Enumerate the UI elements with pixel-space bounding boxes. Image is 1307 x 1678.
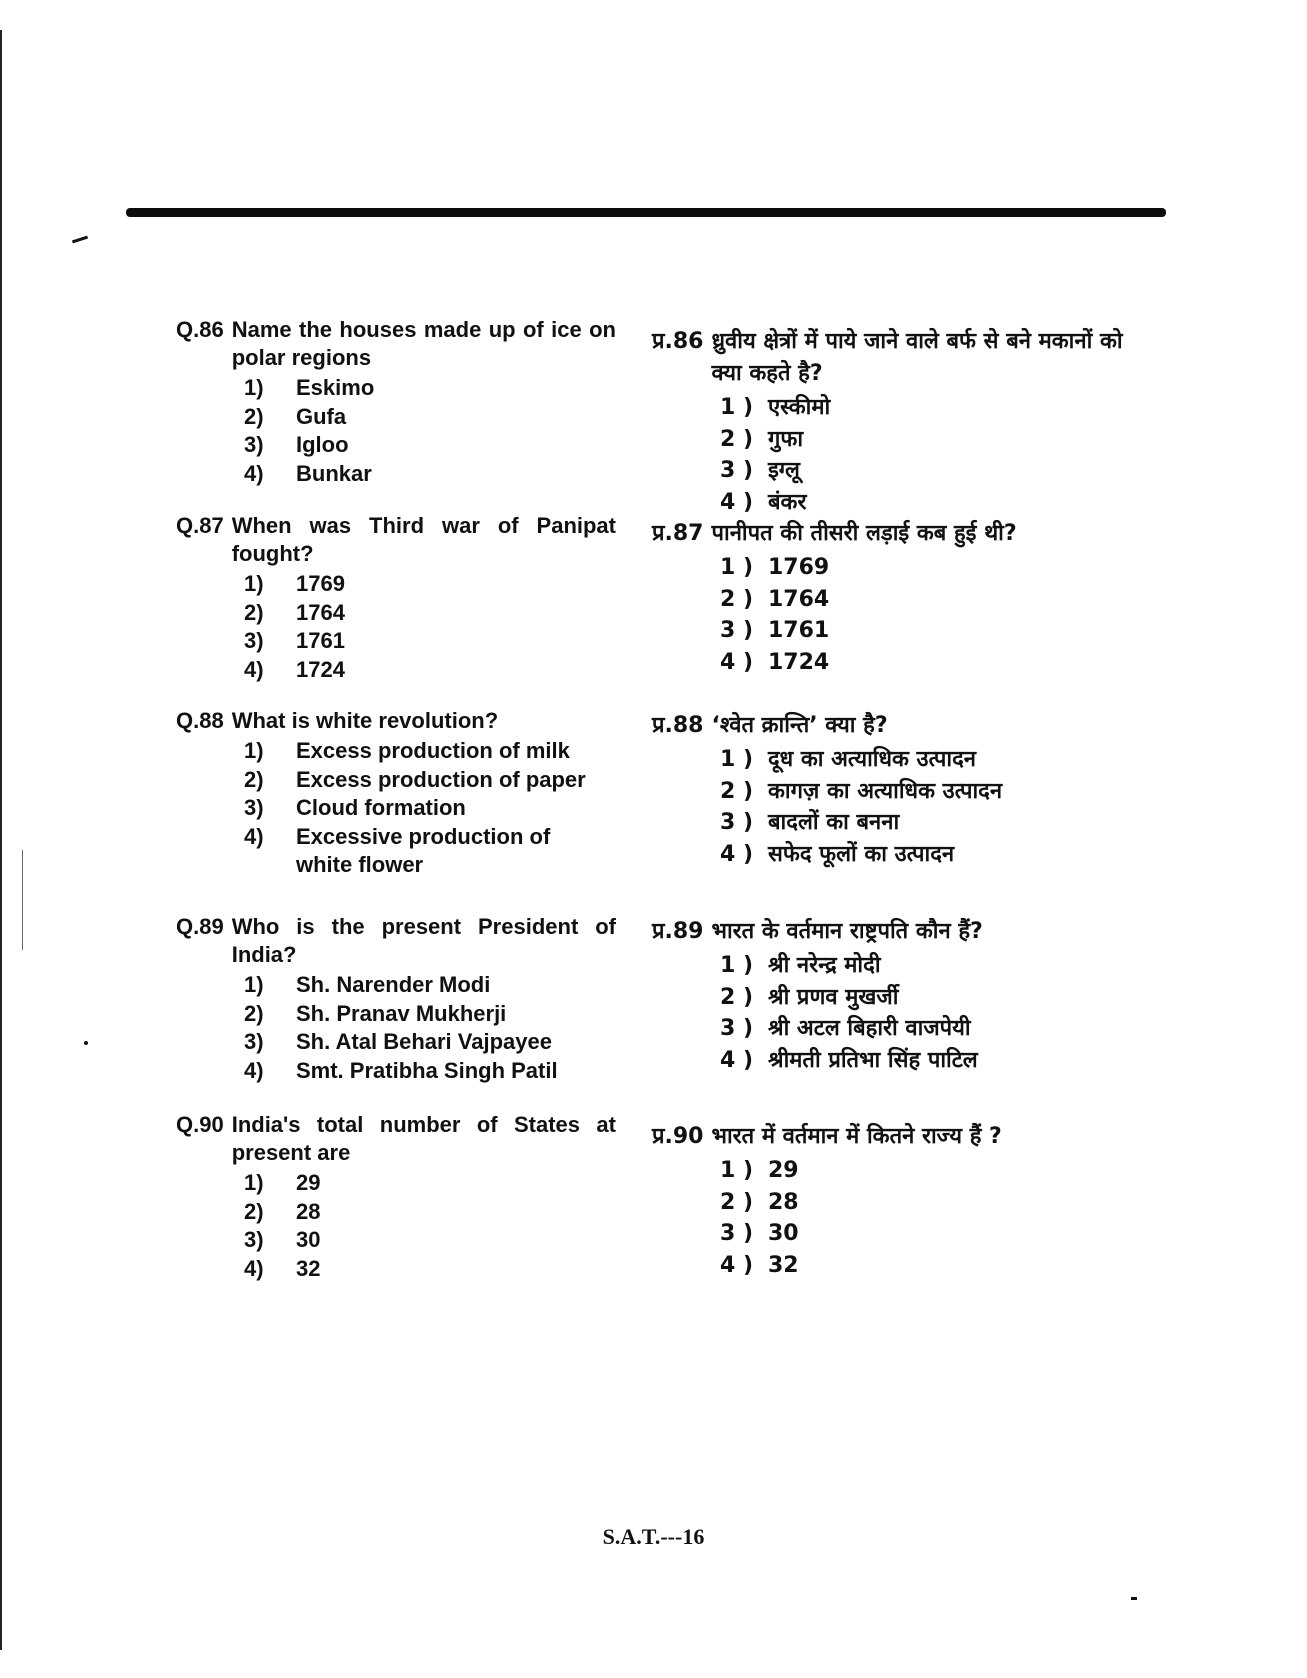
question-89-en	[176, 913, 616, 1085]
option-text: 29	[768, 1158, 799, 1183]
option	[244, 374, 616, 403]
option	[244, 971, 616, 1000]
option-number: 1 )	[720, 555, 754, 580]
option-number: 2 )	[720, 586, 754, 612]
option-number: 1 )	[720, 953, 754, 978]
option-number: 4 )	[720, 841, 754, 867]
option-text: 1769	[768, 555, 830, 580]
scan-speck	[1131, 1597, 1137, 1600]
option	[244, 1198, 616, 1227]
option	[244, 599, 616, 628]
option-number: 3)	[244, 795, 264, 820]
option-number: 2)	[244, 403, 264, 429]
page-footer: S.A.T.---16	[602, 1524, 705, 1549]
option-number: 4 )	[720, 1047, 754, 1073]
question-number: प्र.86	[652, 329, 704, 354]
question-number: प्र.87	[652, 521, 704, 546]
option	[244, 403, 616, 432]
question-number: Q.89	[176, 914, 224, 939]
option-number: 2)	[244, 1000, 264, 1026]
header-rule	[126, 208, 1166, 217]
option	[244, 431, 616, 460]
option	[244, 1169, 616, 1198]
option-text: Cloud formation	[296, 795, 466, 820]
question-number: Q.90	[176, 1112, 224, 1137]
question-text: India's total number of States at present are	[231, 1112, 616, 1165]
option	[244, 1255, 616, 1284]
option-text: 30	[768, 1221, 799, 1246]
option-number: 2 )	[720, 984, 754, 1010]
option	[244, 1226, 616, 1255]
option	[244, 460, 616, 489]
option	[720, 424, 1132, 456]
options-list	[244, 1169, 616, 1283]
options-list	[244, 570, 616, 684]
option-text: कागज़ का अत्याधिक उत्पादन	[768, 778, 1003, 804]
option-text: 29	[296, 1170, 321, 1195]
option-text: गुफा	[768, 426, 804, 452]
option-number: 4 )	[720, 489, 754, 515]
option	[720, 392, 1132, 424]
option	[720, 1250, 1132, 1282]
question-86-hi	[652, 326, 1132, 518]
option-number: 1)	[244, 375, 264, 400]
option-text: Bunkar	[296, 460, 372, 486]
option	[244, 627, 616, 656]
option-text: Gufa	[296, 403, 347, 429]
question-90-en	[176, 1111, 616, 1283]
option-number: 3)	[244, 1029, 264, 1054]
question-number: Q.88	[176, 708, 224, 733]
option	[720, 1218, 1132, 1250]
question-number: Q.86	[176, 317, 224, 342]
question-89-hi	[652, 916, 1132, 1076]
option	[720, 647, 1132, 679]
option-text: 1764	[768, 586, 830, 612]
option	[720, 776, 1132, 808]
option	[720, 615, 1132, 647]
scan-mark	[22, 850, 23, 950]
option	[720, 1155, 1132, 1187]
option-text: श्री नरेन्द्र मोदी	[768, 953, 881, 978]
question-number: प्र.88	[652, 713, 704, 738]
option-text: दूध का अत्याधिक उत्पादन	[768, 747, 976, 772]
options-list	[244, 971, 616, 1085]
options-list	[720, 1155, 1132, 1281]
option-text: 1761	[768, 618, 830, 643]
option	[244, 570, 616, 599]
question-text: Name the houses made up of ice on polar regions	[231, 317, 616, 370]
option-text: श्रीमती प्रतिभा सिंह पाटिल	[768, 1047, 978, 1073]
option-text: Excess production of milk	[296, 738, 570, 763]
question-text: Who is the present President of India?	[231, 914, 616, 967]
option-number: 4)	[244, 823, 264, 849]
option	[720, 1187, 1132, 1219]
option-number: 3)	[244, 628, 264, 653]
option-text: श्री प्रणव मुखर्जी	[768, 984, 899, 1010]
option-number: 3 )	[720, 1016, 754, 1041]
option-number: 1)	[244, 1170, 264, 1195]
option	[720, 552, 1132, 584]
option	[720, 950, 1132, 982]
scan-speck	[84, 1041, 88, 1045]
options-list	[720, 392, 1132, 518]
option-text: 1724	[296, 656, 345, 682]
option-text: 28	[296, 1198, 321, 1224]
option-text: 32	[768, 1252, 799, 1278]
option-text: Sh. Pranav Mukherji	[296, 1000, 507, 1026]
option-number: 2)	[244, 766, 264, 792]
option-number: 1)	[244, 972, 264, 997]
option	[720, 455, 1132, 487]
question-number: प्र.89	[652, 919, 704, 944]
option-text: बादलों का बनना	[768, 810, 900, 835]
question-87-en	[176, 512, 616, 684]
option	[244, 1000, 616, 1029]
question-text: पानीपत की तीसरी लड़ाई कब हुई थी?	[711, 521, 1017, 546]
option-number: 2)	[244, 599, 264, 625]
option-number: 4)	[244, 1057, 264, 1083]
option	[244, 766, 616, 795]
question-90-hi	[652, 1121, 1132, 1281]
option-text: बंकर	[768, 489, 807, 515]
option-text: सफेद फूलों का उत्पादन	[768, 841, 955, 867]
option	[720, 1045, 1132, 1077]
option-number: 1 )	[720, 1158, 754, 1183]
question-text: भारत में वर्तमान में कितने राज्य हैं ?	[711, 1124, 1002, 1149]
question-number: Q.87	[176, 513, 224, 538]
option-number: 1)	[244, 738, 264, 763]
scan-edge-line	[0, 30, 2, 1650]
option	[244, 1057, 616, 1086]
option-text: 1769	[296, 571, 345, 596]
option-text: 32	[296, 1255, 321, 1281]
option	[720, 584, 1132, 616]
question-text: When was Third war of Panipat fought?	[231, 513, 616, 566]
option-number: 3)	[244, 1227, 264, 1252]
option-number: 3)	[244, 432, 264, 457]
option-text: इग्लू	[768, 458, 800, 483]
option	[720, 807, 1132, 839]
option	[244, 1028, 616, 1057]
option-number: 2 )	[720, 1189, 754, 1215]
question-87-hi	[652, 518, 1132, 678]
question-88-en	[176, 707, 616, 880]
option-number: 1 )	[720, 747, 754, 772]
option-text: Excessive production of white flower	[296, 823, 551, 877]
option-text: 30	[296, 1227, 321, 1252]
option-number: 4 )	[720, 649, 754, 675]
option-number: 2 )	[720, 426, 754, 452]
option	[720, 487, 1132, 519]
option-text: 1764	[296, 599, 345, 625]
option-text: Sh. Atal Behari Vajpayee	[296, 1029, 552, 1054]
option-text: 28	[768, 1189, 799, 1215]
options-list	[720, 950, 1132, 1076]
option-number: 1)	[244, 571, 264, 596]
options-list	[720, 744, 1132, 870]
option-text: Sh. Narender Modi	[296, 972, 491, 997]
option-text: 1724	[768, 649, 830, 675]
option-text: श्री अटल बिहारी वाजपेयी	[768, 1016, 971, 1041]
option-text: Eskimo	[296, 375, 375, 400]
option-number: 1 )	[720, 395, 754, 420]
options-list	[244, 374, 616, 488]
option	[244, 656, 616, 685]
option	[244, 737, 616, 766]
question-86-en	[176, 316, 616, 488]
option-number: 4)	[244, 1255, 264, 1281]
option-number: 4)	[244, 656, 264, 682]
option	[720, 1013, 1132, 1045]
option-number: 3 )	[720, 618, 754, 643]
option-text: Excess production of paper	[296, 766, 586, 792]
question-number: प्र.90	[652, 1124, 704, 1149]
question-text: भारत के वर्तमान राष्ट्रपति कौन हैं?	[711, 919, 983, 944]
option-text: Smt. Pratibha Singh Patil	[296, 1057, 558, 1083]
option-number: 2)	[244, 1198, 264, 1224]
option-text: 1761	[296, 628, 345, 653]
option-number: 3 )	[720, 810, 754, 835]
option	[720, 744, 1132, 776]
scan-mark	[72, 236, 88, 244]
question-text: ध्रुवीय क्षेत्रों में पाये जाने वाले बर्फ से बने मकानों को क्या कहते है?	[711, 329, 1123, 386]
question-88-hi	[652, 710, 1132, 870]
options-list	[244, 737, 616, 880]
options-list	[720, 552, 1132, 678]
option	[244, 823, 616, 880]
option	[720, 982, 1132, 1014]
question-text: ‘श्वेत क्रान्ति’ क्या है?	[711, 713, 888, 738]
question-text: What is white revolution?	[231, 708, 499, 733]
option	[720, 839, 1132, 871]
option-text: एस्कीमो	[768, 395, 831, 420]
option-number: 2 )	[720, 778, 754, 804]
option-number: 3 )	[720, 458, 754, 483]
option-number: 4 )	[720, 1252, 754, 1278]
option-number: 4)	[244, 460, 264, 486]
option-text: Igloo	[296, 432, 349, 457]
option-number: 3 )	[720, 1221, 754, 1246]
option	[244, 794, 616, 823]
